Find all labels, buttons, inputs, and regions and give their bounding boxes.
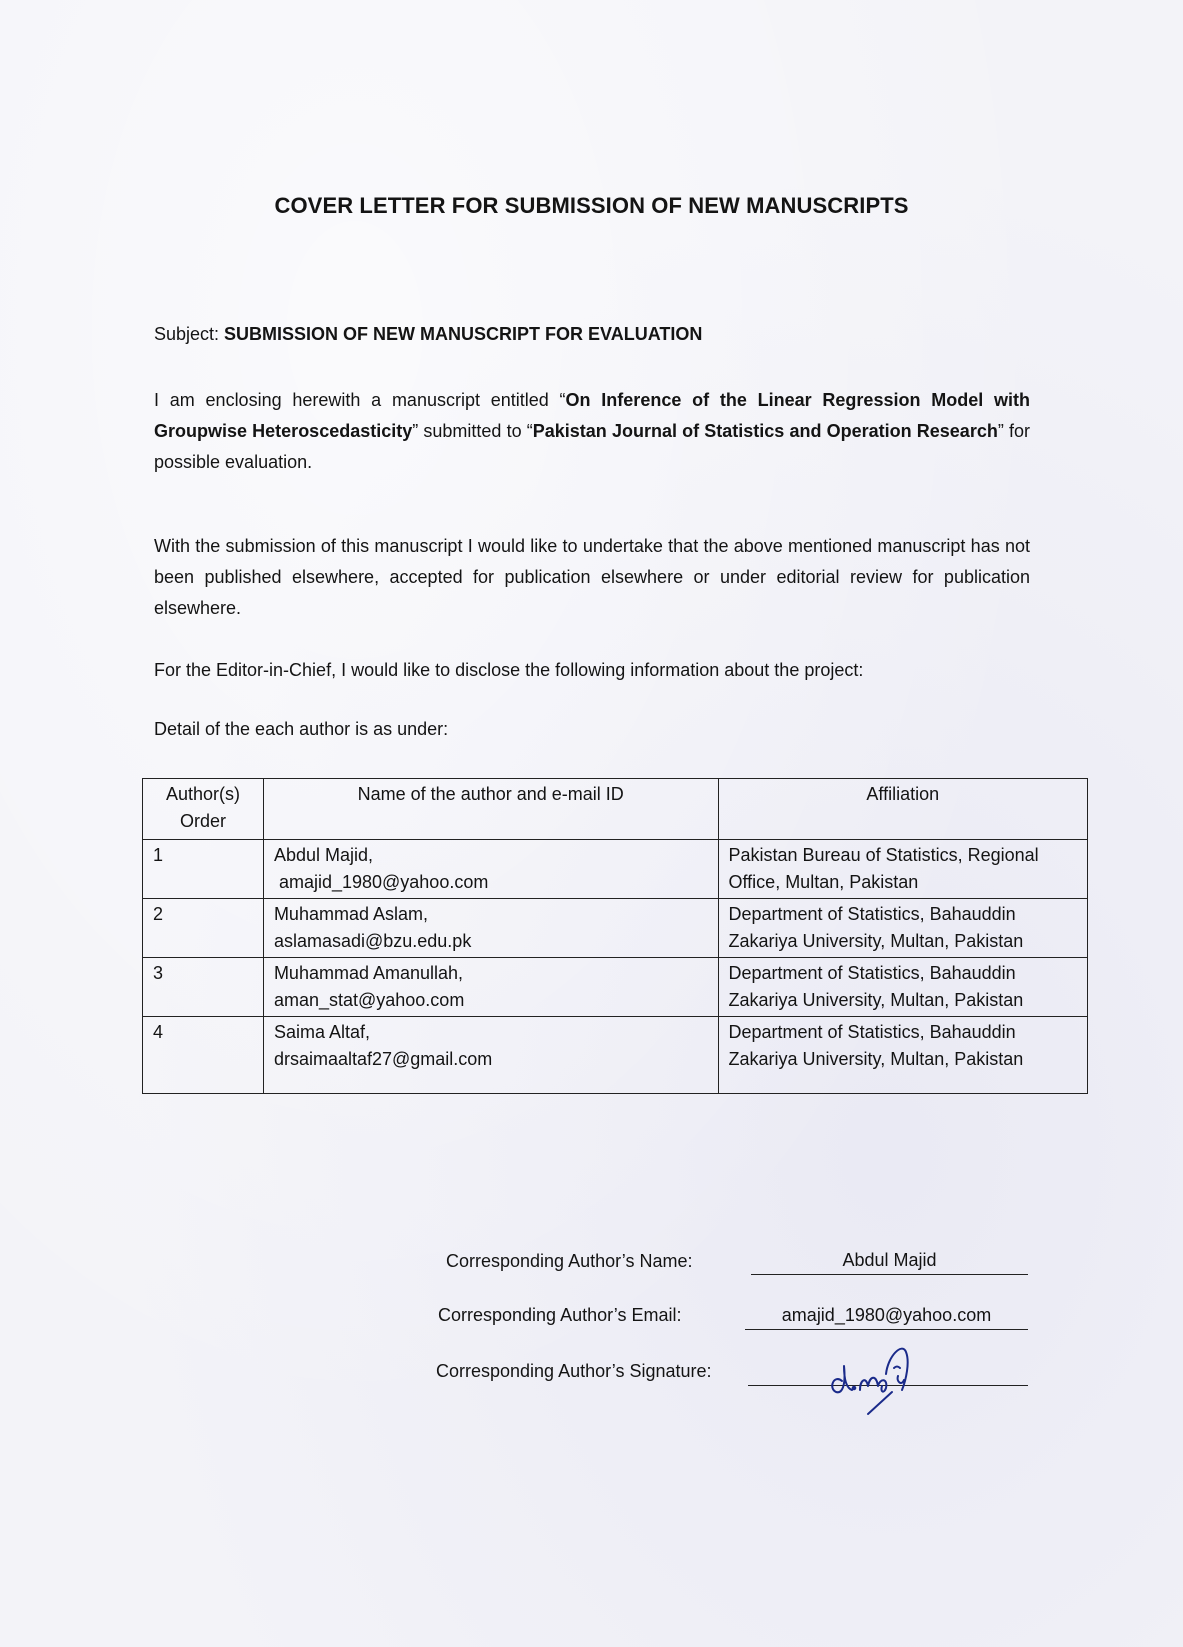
author-name: Muhammad Amanullah, [273, 963, 464, 983]
table-row [143, 899, 1088, 958]
header-name-email: Name of the author and e-mail ID [263, 779, 718, 840]
author-affiliation: Department of Statistics, Bahauddin Zakariya University, Multan, Pakistan [718, 899, 1088, 958]
corresponding-signature-label: Corresponding Author’s Signature: [436, 1361, 712, 1381]
author-name-email [263, 840, 718, 899]
author-email: amajid_1980@yahoo.com [278, 872, 489, 892]
signature-icon [822, 1336, 932, 1416]
subject-line [154, 324, 702, 345]
author-email: drsaimaaltaf27@gmail.com [273, 1049, 493, 1069]
subject-label: Subject: [154, 324, 225, 344]
manuscript-title: On Inference of the Linear Regression Model with Groupwise Heteroscedasticity [154, 390, 1030, 441]
journal-name: Pakistan Journal of Statistics and Operation Research [532, 421, 998, 441]
author-order: 4 [143, 1017, 264, 1094]
para1-middle: ” submitted to “ [412, 421, 533, 441]
corresponding-email-label: Corresponding Author’s Email: [438, 1305, 682, 1325]
table-row [143, 958, 1088, 1017]
author-name: Abdul Majid, [273, 845, 373, 865]
author-name: Saima Altaf, [273, 1022, 370, 1042]
author-name-email [263, 958, 718, 1017]
paragraph-disclosure: For the Editor-in-Chief, I would like to disclose the following information about the project: [154, 660, 864, 680]
table-header-row [143, 779, 1088, 840]
author-affiliation: Pakistan Bureau of Statistics, Regional Office, Multan, Pakistan [718, 840, 1088, 899]
author-name: Muhammad Aslam, [273, 904, 428, 924]
paragraph-undertaking: With the submission of this manuscript I would like to undertake that the above mentioned manuscript has not been published elsewhere, accepted for publication elsewhere or under editorial review for publication elsewhere. [154, 536, 1030, 618]
corresponding-name-field: Abdul Majid [751, 1250, 1028, 1275]
author-email: aman_stat@yahoo.com [273, 990, 465, 1010]
subject-value: SUBMISSION OF NEW MANUSCRIPT FOR EVALUATION [224, 324, 703, 344]
author-name-email [263, 899, 718, 958]
paragraph-manuscript-intro [154, 385, 1030, 478]
para1-prefix: I am enclosing herewith a manuscript entitled “ [154, 390, 566, 410]
paragraph-author-detail: Detail of the each author is as under: [154, 719, 449, 739]
author-affiliation: Department of Statistics, Bahauddin Zakariya University, Multan, Pakistan [718, 1017, 1088, 1094]
table-row [143, 1017, 1088, 1094]
author-name-email [263, 1017, 718, 1094]
table-row [143, 840, 1088, 899]
document-title: COVER LETTER FOR SUBMISSION OF NEW MANUSCRIPTS [274, 193, 909, 218]
author-affiliation: Department of Statistics, Bahauddin Zakariya University, Multan, Pakistan [718, 958, 1088, 1017]
author-email: aslamasadi@bzu.edu.pk [273, 931, 472, 951]
corresponding-email-field: amajid_1980@yahoo.com [745, 1305, 1028, 1330]
author-order: 1 [143, 840, 264, 899]
author-order: 3 [143, 958, 264, 1017]
corresponding-name-label: Corresponding Author’s Name: [446, 1251, 693, 1271]
para1-suffix: ” for possible evaluation. [154, 421, 1030, 472]
header-affiliation: Affiliation [718, 779, 1088, 840]
header-order: Author(s) Order [143, 779, 264, 840]
authors-table [142, 778, 1088, 1094]
author-order: 2 [143, 899, 264, 958]
